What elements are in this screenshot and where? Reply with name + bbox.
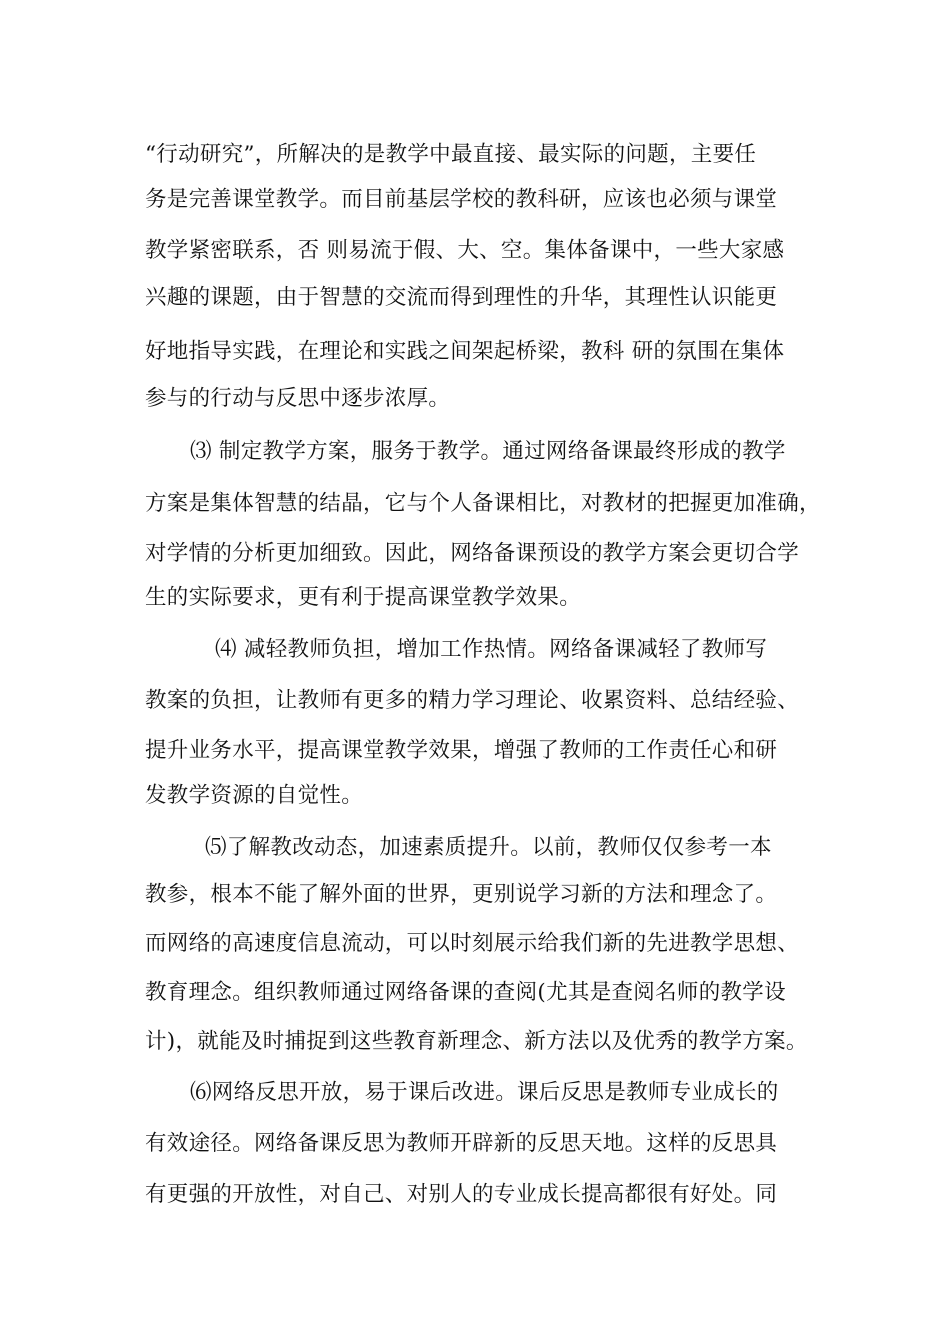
text-line-10: 生的实际要求，更有利于提高课堂教学效果。	[145, 585, 582, 610]
text-line-20: ⑹网络反思开放，易于课后改进。课后反思是教师专业成长的	[190, 1080, 779, 1105]
text-line-9: 对学情的分析更加细致。因此，网络备课预设的教学方案会更切合学	[145, 541, 800, 566]
text-line-6: 参与的行动与反思中逐步浓厚。	[145, 386, 451, 411]
text-line-13: 提升业务水平，提高课堂教学效果，增强了教师的工作责任心和研	[145, 738, 778, 763]
text-line-12: 教案的负担，让教师有更多的精力学习理论、收累资料、总结经验、	[145, 688, 800, 713]
text-line-15: ⑸了解教改动态，加速素质提升。以前，教师仅仅参考一本	[205, 835, 772, 860]
text-line-8: 方案是集体智慧的结晶，它与个人备课相比，对教材的把握更加准确，	[145, 491, 821, 516]
text-line-5: 好地指导实践，在理论和实践之间架起桥梁，教科 研的氛围在集体	[145, 339, 785, 364]
text-line-4: 兴趣的课题，由于智慧的交流而得到理性的升华，其理性认识能更	[145, 285, 778, 310]
text-line-3: 教学紧密联系，否 则易流于假、大、空。集体备课中，一些大家感	[145, 238, 785, 263]
text-line-14: 发教学资源的自觉性。	[145, 783, 364, 808]
text-line-11: ⑷ 减轻教师负担，增加工作热情。网络备课减轻了教师写	[215, 637, 768, 662]
text-line-18: 教育理念。组织教师通过网络备课的查阅(尤其是查阅名师的教学设	[145, 980, 786, 1005]
text-line-16: 教参，根本不能了解外面的世界，更别说学习新的方法和理念了。	[145, 882, 778, 907]
text-line-17: 而网络的高速度信息流动，可以时刻展示给我们新的先进教学思想、	[145, 931, 800, 956]
text-line-7: ⑶ 制定教学方案，服务于教学。通过网络备课最终形成的教学	[190, 439, 786, 464]
text-line-1: “行动研究”，所解决的是教学中最直接、最实际的问题，主要任	[145, 142, 757, 167]
text-line-2: 务是完善课堂教学。而目前基层学校的教科研，应该也必须与课堂	[145, 187, 778, 212]
text-line-21: 有效途径。网络备课反思为教师开辟新的反思天地。这样的反思具	[145, 1131, 778, 1156]
text-line-19: 计)，就能及时捕捉到这些教育新理念、新方法以及优秀的教学方案。	[145, 1029, 808, 1054]
text-line-22: 有更强的开放性，对自己、对别人的专业成长提高都很有好处。同	[145, 1182, 778, 1207]
